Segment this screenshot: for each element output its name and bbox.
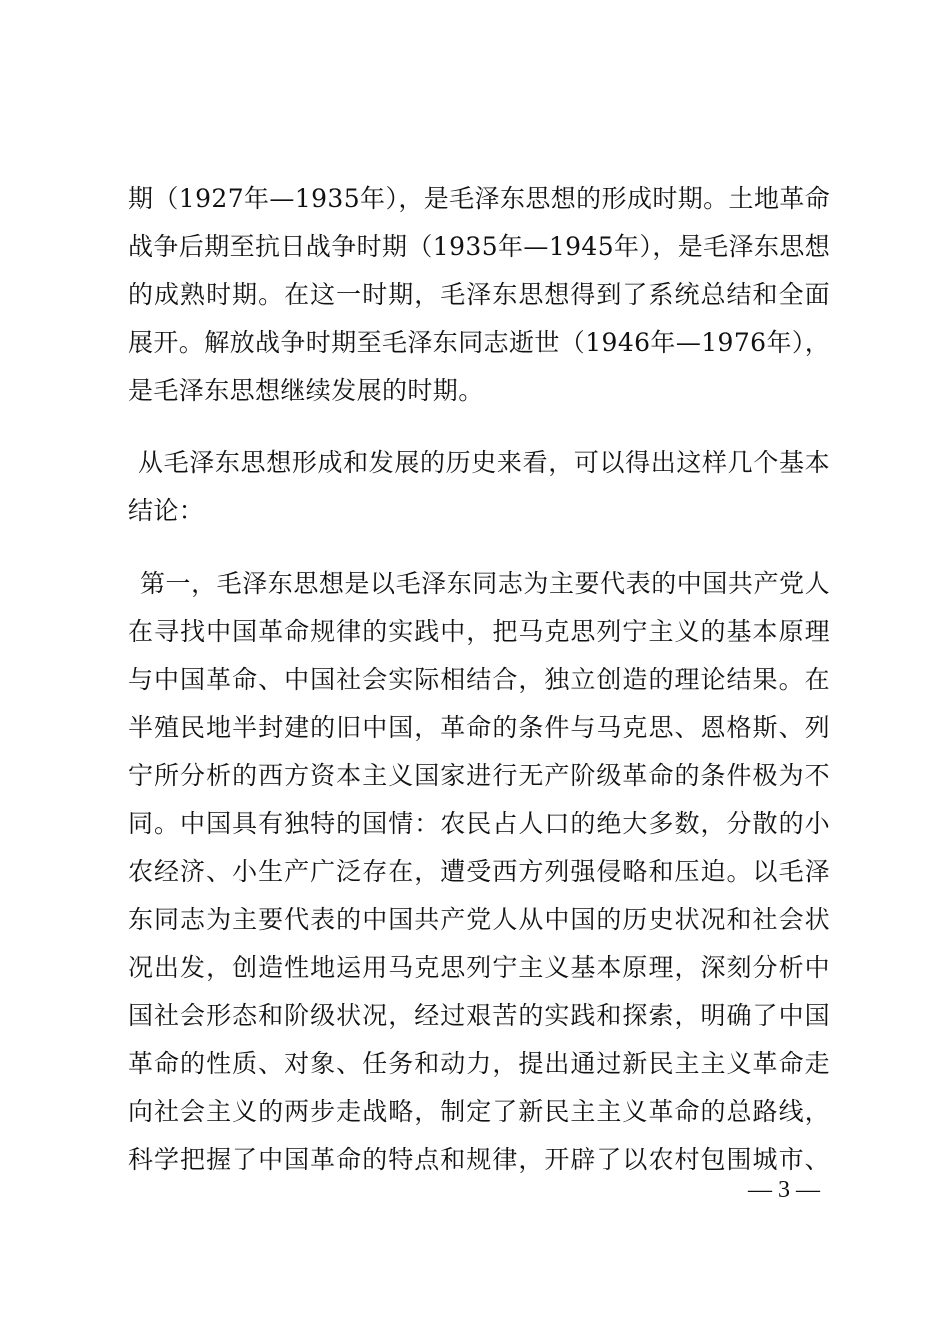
text-line: 农经济、小生产广泛存在，遭受西方列强侵略和压迫。以毛泽	[128, 857, 830, 886]
text-line: 与中国革命、中国社会实际相结合，独立创造的理论结果。在	[128, 665, 830, 694]
text-line: 从毛泽东思想形成和发展的历史来看，可以得出这样几个基本	[138, 448, 830, 477]
text-line: 半殖民地半封建的旧中国，革命的条件与马克思、恩格斯、列	[128, 713, 830, 742]
text-line: 科学把握了中国革命的特点和规律，开辟了以农村包围城市、	[128, 1145, 830, 1174]
text-line: 的成熟时期。在这一时期，毛泽东思想得到了系统总结和全面	[128, 280, 830, 309]
text-line: 同。中国具有独特的国情：农民占人口的绝大多数，分散的小	[128, 809, 830, 838]
page-number: — 3 —	[748, 1177, 820, 1203]
text-line: 第一，毛泽东思想是以毛泽东同志为主要代表的中国共产党人	[140, 569, 830, 598]
text-line: 在寻找中国革命规律的实践中，把马克思列宁主义的基本原理	[128, 617, 830, 646]
text-line: 东同志为主要代表的中国共产党人从中国的历史状况和社会状	[128, 905, 830, 934]
text-line: 国社会形态和阶级状况，经过艰苦的实践和探索，明确了中国	[128, 1001, 830, 1030]
text-line: 革命的性质、对象、任务和动力，提出通过新民主主义革命走	[128, 1049, 830, 1078]
text-line: 展开。解放战争时期至毛泽东同志逝世（1946年—1976年），	[128, 328, 831, 357]
text-line: 结论：	[128, 496, 205, 525]
text-line: 况出发，创造性地运用马克思列宁主义基本原理，深刻分析中	[128, 953, 830, 982]
text-line: 是毛泽东思想继续发展的时期。	[128, 376, 484, 405]
text-line: 向社会主义的两步走战略，制定了新民主主义革命的总路线，	[128, 1097, 830, 1126]
text-line: 战争后期至抗日战争时期（1935年—1945年），是毛泽东思想	[128, 232, 831, 261]
text-line: 宁所分析的西方资本主义国家进行无产阶级革命的条件极为不	[128, 761, 830, 790]
text-line: 期（1927年—1935年），是毛泽东思想的形成时期。土地革命	[128, 184, 831, 213]
